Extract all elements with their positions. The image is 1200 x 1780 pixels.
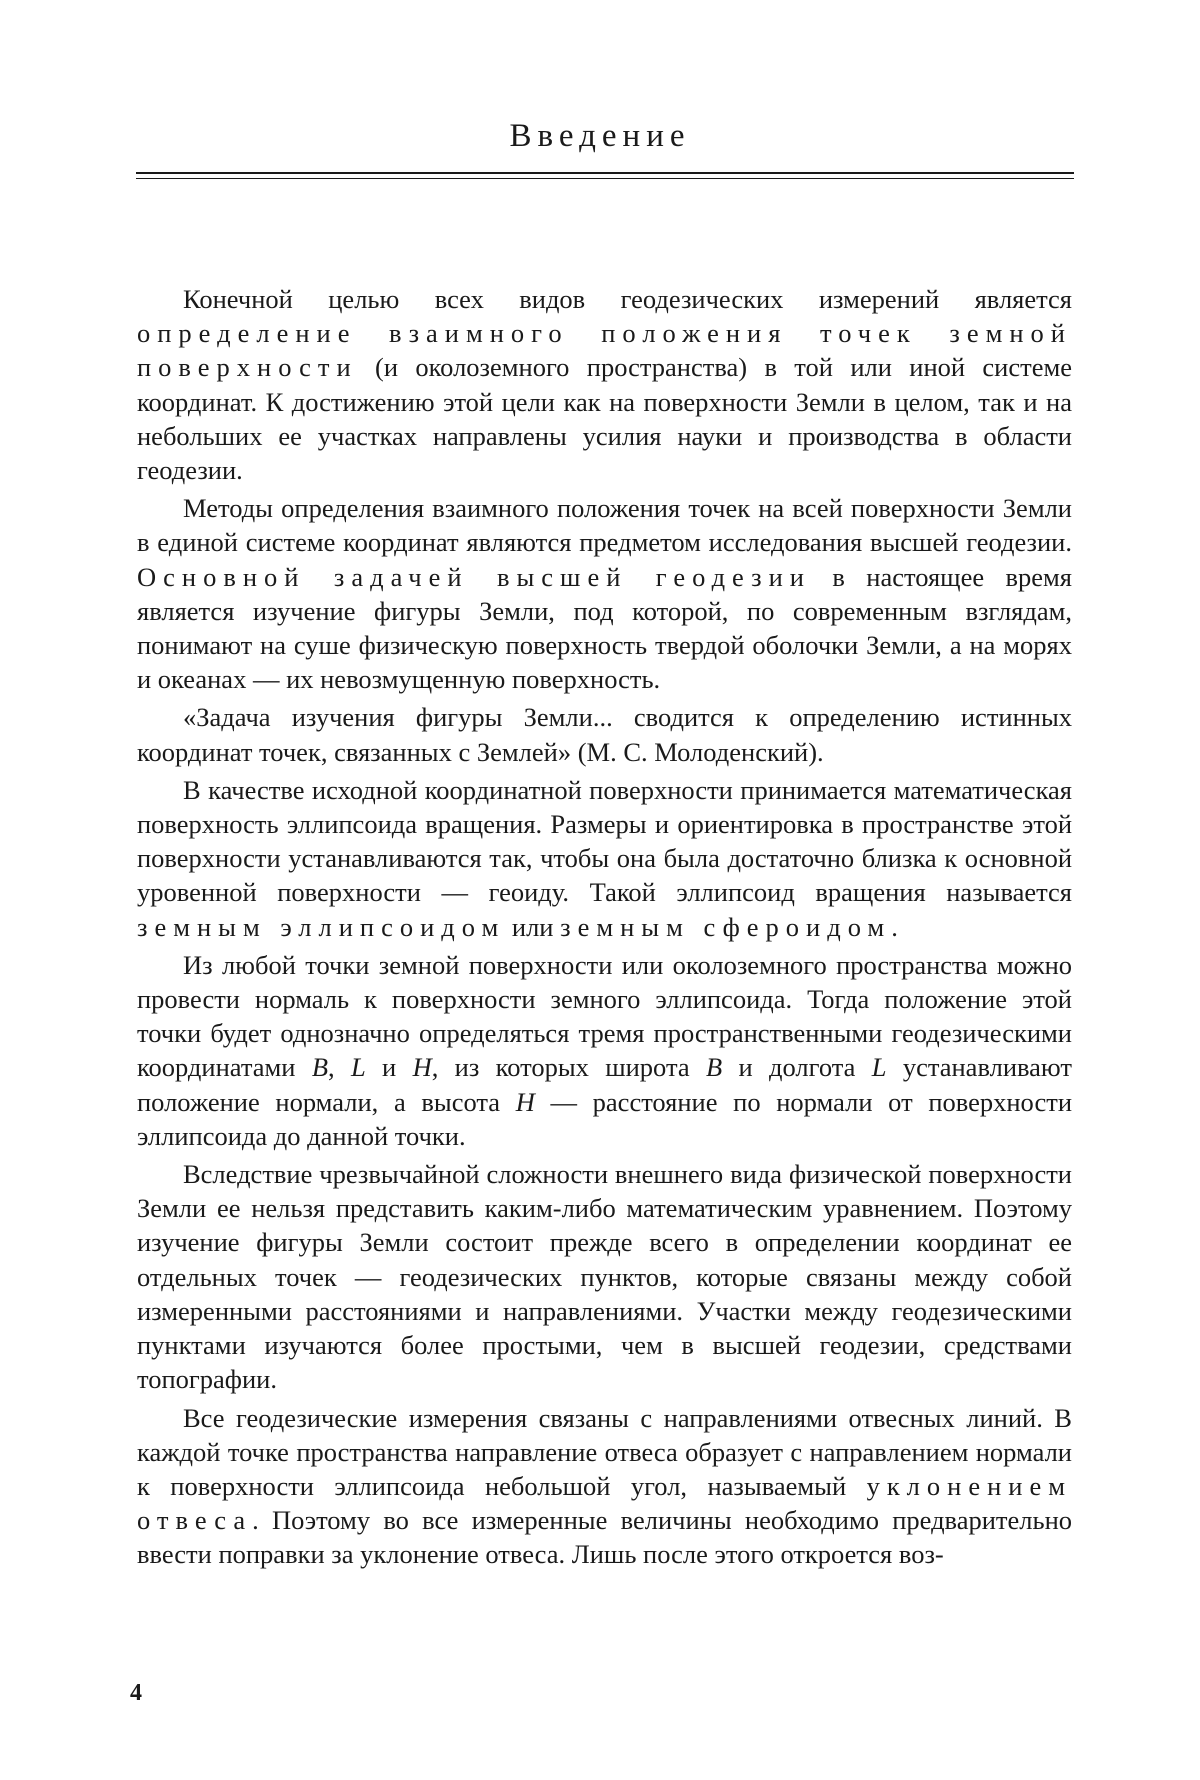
variable-b: B — [706, 1052, 722, 1082]
heading-rule-thin — [136, 178, 1074, 179]
paragraph-4 — [137, 773, 1072, 944]
text-run: в настоящее время является изучение фигуры Земли, под которой, по современным взглядам, понимают на суше физическую поверхность твердой оболочки Земли, а на морях и океанах — их невозмущенную поверхность. — [137, 562, 1072, 695]
text-run: или — [505, 912, 560, 942]
chapter-heading: Введение — [0, 118, 1200, 155]
text-run: и долгота — [722, 1052, 872, 1082]
text-run: Из любой точки земной поверхности или околоземного пространства можно провести нормаль к поверхности земного эллипсоида. Тогда положение этой точки будет однозначно определяться тремя пространственными геодезическими координатами — [137, 950, 1072, 1083]
text-run: Конечной целью всех видов геодезических измерений является — [183, 284, 1072, 314]
text-run: и — [366, 1052, 413, 1082]
body-text — [137, 282, 1072, 1576]
text-run: , — [328, 1052, 351, 1082]
emphasized-text: земным эллипсоидом — [137, 912, 505, 942]
text-run: , из которых широта — [432, 1052, 706, 1082]
heading-rule-thick — [136, 172, 1074, 174]
emphasized-text: уклонением отвеса — [137, 1471, 1072, 1535]
variable-b: B — [312, 1052, 328, 1082]
variable-h: H — [516, 1087, 535, 1117]
text-run: . — [891, 912, 898, 942]
text-run: Все геодезические измерения связаны с направлениями отвесных линий. В каждой точке пространства направление отвеса образует с направлением нормали к поверхности эллипсоида небольшой угол, называемый — [137, 1403, 1072, 1501]
text-run: Методы определения взаимного положения точек на всей поверхности Земли в единой системе координат являются предметом исследования высшей геодезии. — [137, 493, 1072, 557]
variable-h: H — [413, 1052, 432, 1082]
emphasized-text: земным сфероидом — [560, 912, 891, 942]
text-run: устанавливают положение нормали, а высота — [137, 1052, 1072, 1116]
page-number: 4 — [130, 1680, 142, 1707]
emphasized-text: Основной задачей высшей геодезии — [137, 562, 811, 592]
paragraph-2 — [137, 491, 1072, 696]
paragraph-3: «Задача изучения фигуры Земли... сводится к определению истинных координат точек, связанных с Землей» (М. С. Молоденский). — [137, 700, 1072, 768]
paragraph-1 — [137, 282, 1072, 487]
book-page — [0, 0, 1200, 1780]
text-run: . Поэтому во все измеренные величины необходимо предварительно ввести поправки за уклонение отвеса. Лишь после этого откроется воз- — [137, 1505, 1072, 1569]
paragraph-5 — [137, 948, 1072, 1153]
text-run: — расстояние по нормали от поверхности эллипсоида до данной точки. — [137, 1087, 1072, 1151]
paragraph-7 — [137, 1401, 1072, 1572]
variable-l: L — [351, 1052, 366, 1082]
variable-l: L — [872, 1052, 887, 1082]
emphasized-text: определение взаимного положения точек земной поверхности — [137, 318, 1072, 382]
paragraph-6: Вследствие чрезвычайной сложности внешнего вида физической поверхности Земли ее нельзя представить каким-либо математическим уравнением. Поэтому изучение фигуры Земли состоит прежде всего в определении координат ее отдельных точек — геодезических пунктов, которые связаны между собой измеренными расстояниями и направлениями. Участки между геодезическими пунктами изучаются более простыми, чем в высшей геодезии, средствами топографии. — [137, 1157, 1072, 1396]
text-run: В качестве исходной координатной поверхности принимается математическая поверхность эллипсоида вращения. Размеры и ориентировка в пространстве этой поверхности устанавливаются так, чтобы она была достаточно близка к основной уровенной поверхности — геоиду. Такой эллипсоид вращения называется — [137, 775, 1072, 908]
text-run: (и околоземного пространства) в той или иной системе координат. К достижению этой цели как на поверхности Земли в целом, так и на небольших ее участках направлены усилия науки и производства в области геодезии. — [137, 352, 1072, 485]
